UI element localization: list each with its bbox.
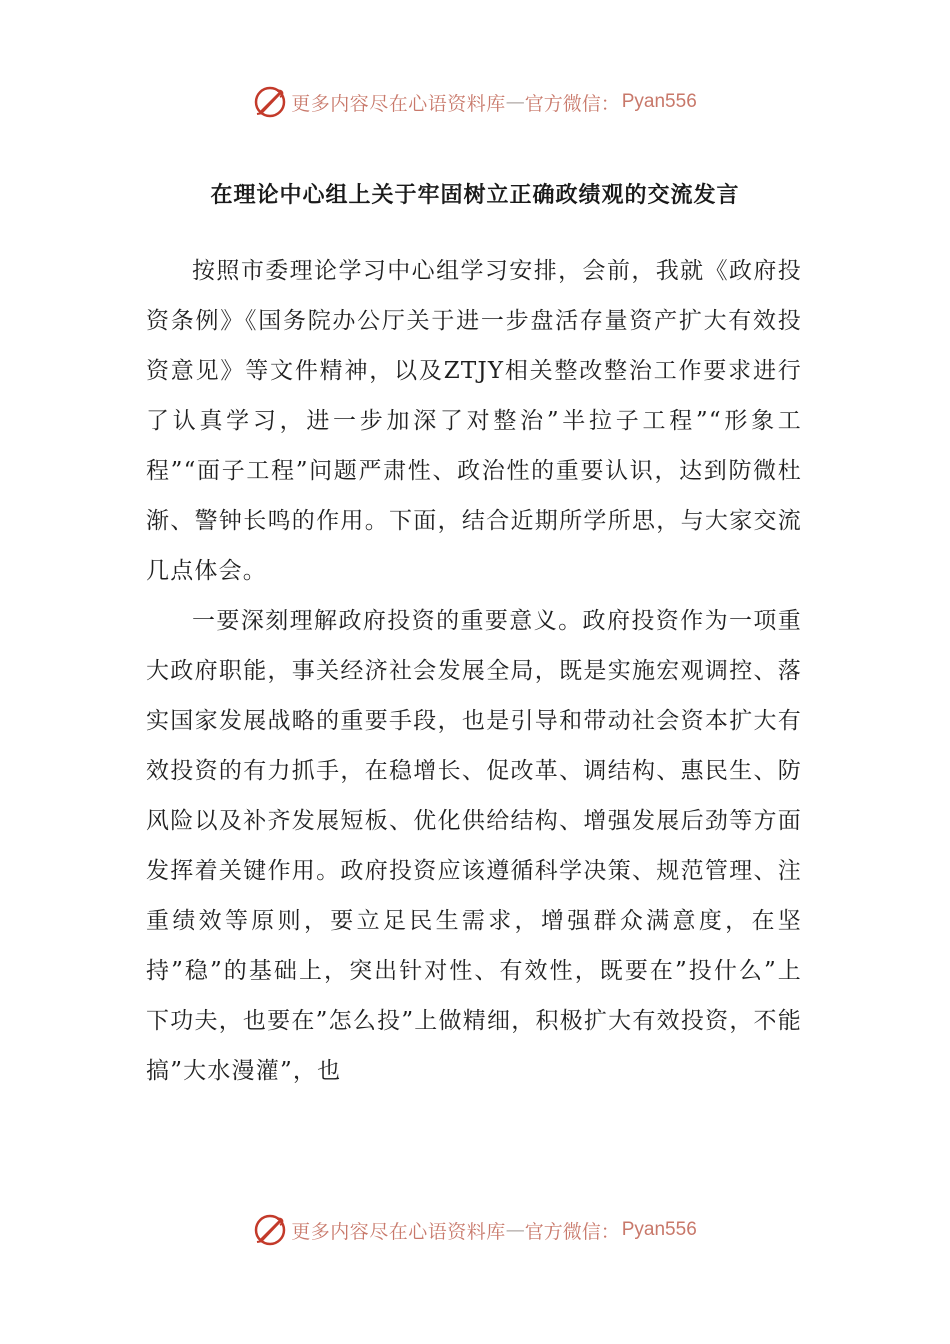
header-banner: [0, 82, 950, 122]
banner-slogan: 更多内容尽在心语资料库: [291, 92, 506, 115]
banner-wechat-id: Pyan556: [621, 1219, 697, 1240]
banner-separator: —: [505, 91, 525, 113]
banner-wechat-label: 官方微信：: [524, 1220, 620, 1243]
quill-pen-logo-icon: [253, 85, 287, 119]
paragraph: 一要深刻理解政府投资的重要意义。政府投资作为一项重大政府职能，事关经济社会发展全局，既是实施宏观调控、落实国家发展战略的重要手段，也是引导和带动社会资本扩大有效投资的有力抓手，在稳增长、促改革、调结构、惠民生、防风险以及补齐发展短板、优化供给结构、增强发展后劲等方面发挥着关键作用。政府投资应该遵循科学决策、规范管理、注重绩效等原则，要立足民生需求，增强群众满意度，在坚持”稳”的基础上，突出针对性、有效性，既要在”投什么”上下功夫，也要在”怎么投”上做精细，积极扩大有效投资，不能搞”大水漫灌”，也: [146, 608, 802, 1084]
paragraph: 按照市委理论学习中心组学习安排，会前，我就《政府投资条例》《国务院办公厅关于进一步盘活存量资产扩大有效投资意见》等文件精神，以及ZTJY相关整改整治工作要求进行了认真学习，进一步加深了对整治”半拉子工程”“形象工程”“面子工程”问题严肃性、政治性的重要认识，达到防微杜渐、警钟长鸣的作用。下面，结合近期所学所思，与大家交流几点体会。: [146, 258, 802, 584]
banner-wechat-label: 官方微信：: [524, 92, 620, 115]
banner-wechat-id: Pyan556: [621, 91, 697, 112]
banner-slogan: 更多内容尽在心语资料库: [291, 1220, 506, 1243]
footer-banner: [0, 1210, 950, 1250]
quill-pen-logo-icon: [253, 1213, 287, 1247]
document-title: 在理论中心组上关于牢固树立正确政绩观的交流发言: [210, 183, 740, 208]
banner-separator: —: [505, 1219, 525, 1241]
document-body: [146, 246, 802, 1096]
